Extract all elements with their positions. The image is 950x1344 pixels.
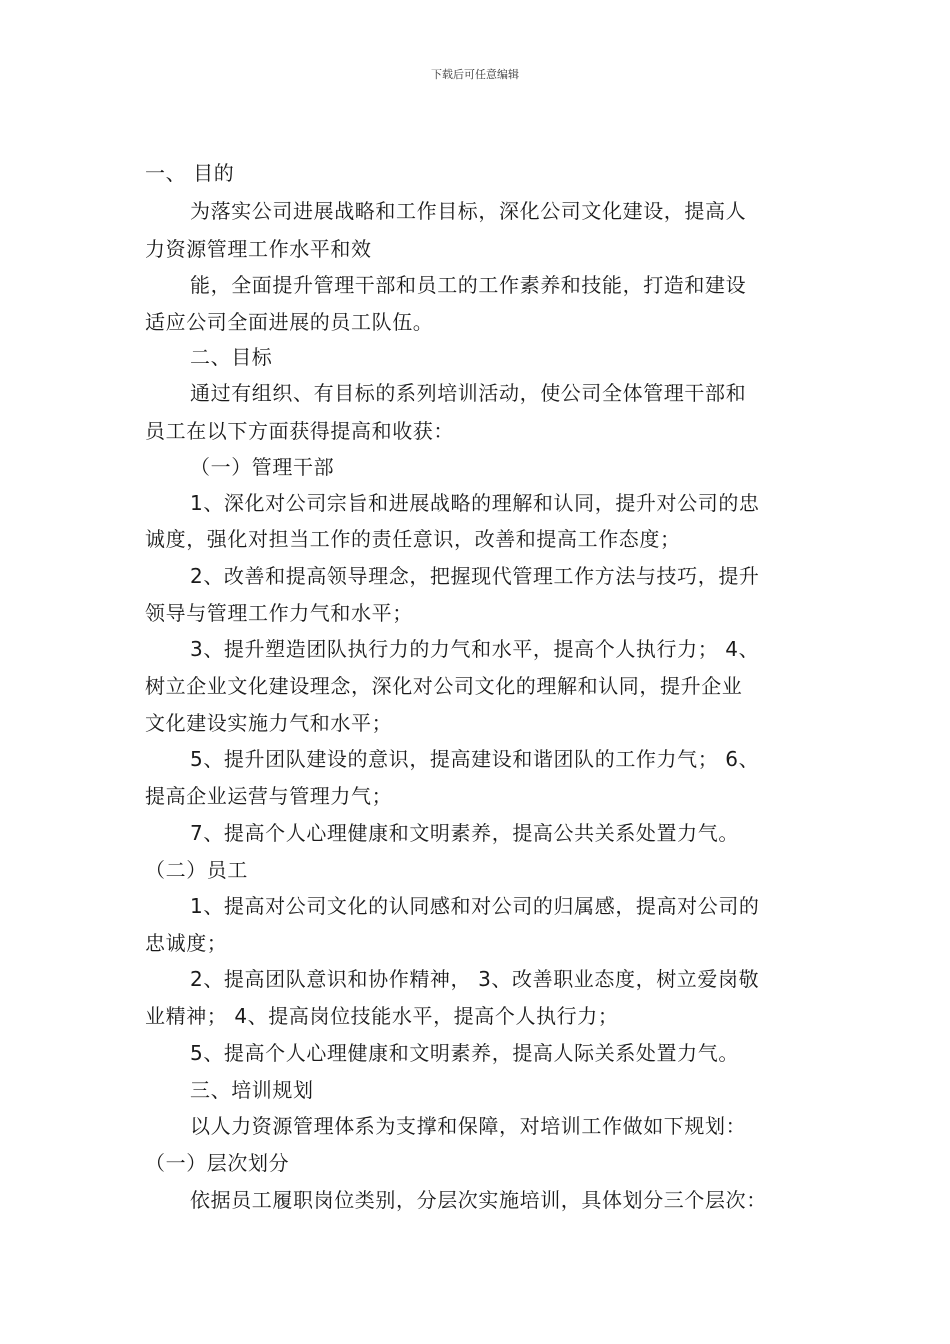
list-item: 5、提升团队建设的意识，提高建设和谐团队的工作力气； 6、 [190, 747, 760, 771]
paragraph-line: 员工在以下方面获得提高和收获： [145, 419, 454, 443]
list-item: 3、提升塑造团队执行力的力气和水平，提高个人执行力； 4、 [190, 637, 760, 661]
list-item-continuation: 忠诚度； [145, 931, 228, 955]
paragraph-line: 以人力资源管理体系为支撑和保障，对培训工作做如下规划： [190, 1114, 747, 1138]
paragraph-line: 适应公司全面进展的员工队伍。 [145, 310, 434, 334]
section-heading-2: 二、目标 [190, 345, 273, 369]
list-item: 7、提高个人心理健康和文明素养，提高公共关系处置力气。 [190, 821, 739, 845]
subsection-heading: （一）管理干部 [190, 455, 335, 479]
subsection-heading: （一）层次划分 [145, 1151, 290, 1175]
paragraph-line: 为落实公司进展战略和工作目标，深化公司文化建设，提高人 [190, 199, 747, 223]
list-item-continuation: 提高企业运营与管理力气； [145, 784, 393, 808]
paragraph-line: 能，全面提升管理干部和员工的工作素养和技能，打造和建设 [190, 273, 747, 297]
section-heading-1: 一、 目的 [145, 161, 235, 185]
list-item: 5、提高个人心理健康和文明素养，提高人际关系处置力气。 [190, 1041, 739, 1065]
subsection-heading: （二）员工 [145, 858, 248, 882]
list-item: 1、提高对公司文化的认同感和对公司的归属感，提高对公司的 [190, 894, 760, 918]
list-item: 1、深化对公司宗旨和进展战略的理解和认同，提升对公司的忠 [190, 491, 760, 515]
list-item-continuation: 文化建设实施力气和水平； [145, 711, 393, 735]
paragraph-line: 通过有组织、有目标的系列培训活动，使公司全体管理干部和 [190, 381, 747, 405]
list-item-continuation: 领导与管理工作力气和水平； [145, 601, 413, 625]
list-item: 2、改善和提高领导理念，把握现代管理工作方法与技巧，提升 [190, 564, 760, 588]
paragraph-line: 依据员工履职岗位类别，分层次实施培训，具体划分三个层次： [190, 1188, 767, 1212]
page-header: 下载后可任意编辑 [431, 68, 519, 81]
section-heading-3: 三、培训规划 [190, 1078, 314, 1102]
paragraph-line: 力资源管理工作水平和效 [145, 237, 372, 261]
list-item: 2、提高团队意识和协作精神， 3、改善职业态度，树立爱岗敬 [190, 967, 760, 991]
list-item-continuation: 诚度，强化对担当工作的责任意识，改善和提高工作态度； [145, 527, 681, 551]
list-item-continuation: 业精神； 4、提高岗位技能水平，提高个人执行力； [145, 1004, 619, 1028]
list-item-continuation: 树立企业文化建设理念，深化对公司文化的理解和认同，提升企业 [145, 674, 743, 698]
